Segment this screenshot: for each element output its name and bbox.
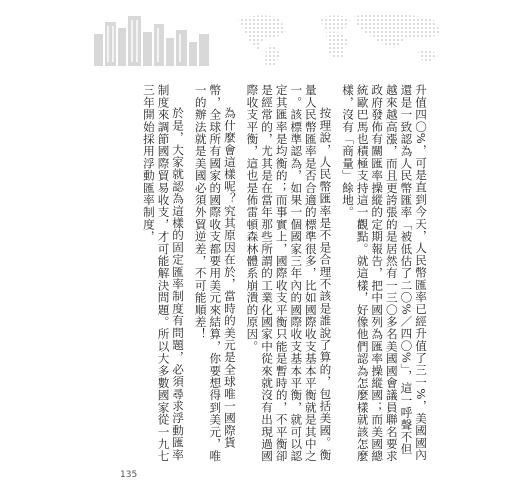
world-map-graphic: [228, 10, 468, 66]
paragraph: 升值四〇%，可是直到今天，人民幣匯率已經升值了三一%，美國國內還是一致認為人民幣匯率「被低估了二〇%／四〇%」，這一呼聲不但越來越高漲，而且更誇張的是居然有一三〇多名美國國會議員聯名要求政府發佈有關匯率操縱的定期報告，把中國列為匯率操縱國；而美國總統歐巴馬也積極支持這一觀點。就這樣，好像他們認為怎麼樣就該怎麼樣，沒有「商量」餘地。: [341, 84, 428, 463]
paragraph: 按理說，人民幣匯率是不是合理不該是誰說了算的，包括美國。衡量人民幣匯率是否合適的標準很多，比如國際收支基本平衡就是其中之一。該標準認為，如果一個國家三年內的國際收支基本平衡，就可以認定其匯率是均衡的；而事實上，國際收支平衡只能是暫時的，不平衡卻是經常的，尤其是在當年那些所謂的工業化國家中從來就沒有出現過國際收支平衡，這也是佈雷頓森林體系崩潰的原因。: [245, 84, 333, 463]
paragraph: 為什麼會這樣呢？究其原因在於，當時的美元是全球唯一國際貨幣，全球所有國家的國際收支都要用美元來結算，你要想得到美元，唯一的辦法就是美國必須外貿逆差，不可能順差！: [193, 84, 237, 463]
header-decoration: [88, 10, 468, 66]
vertical-text-body: [141, 84, 428, 464]
paragraph: 於是，大家就認為這樣的固定匯率制度有問題，必須尋求浮動匯率制度來調節國際貿易收支，才可能解決問題。所以大多數國家從一九七三年開始採用浮動匯率制度，: [141, 84, 186, 463]
page-number: 135: [120, 470, 138, 480]
city-skyline-graphic: [88, 14, 218, 66]
